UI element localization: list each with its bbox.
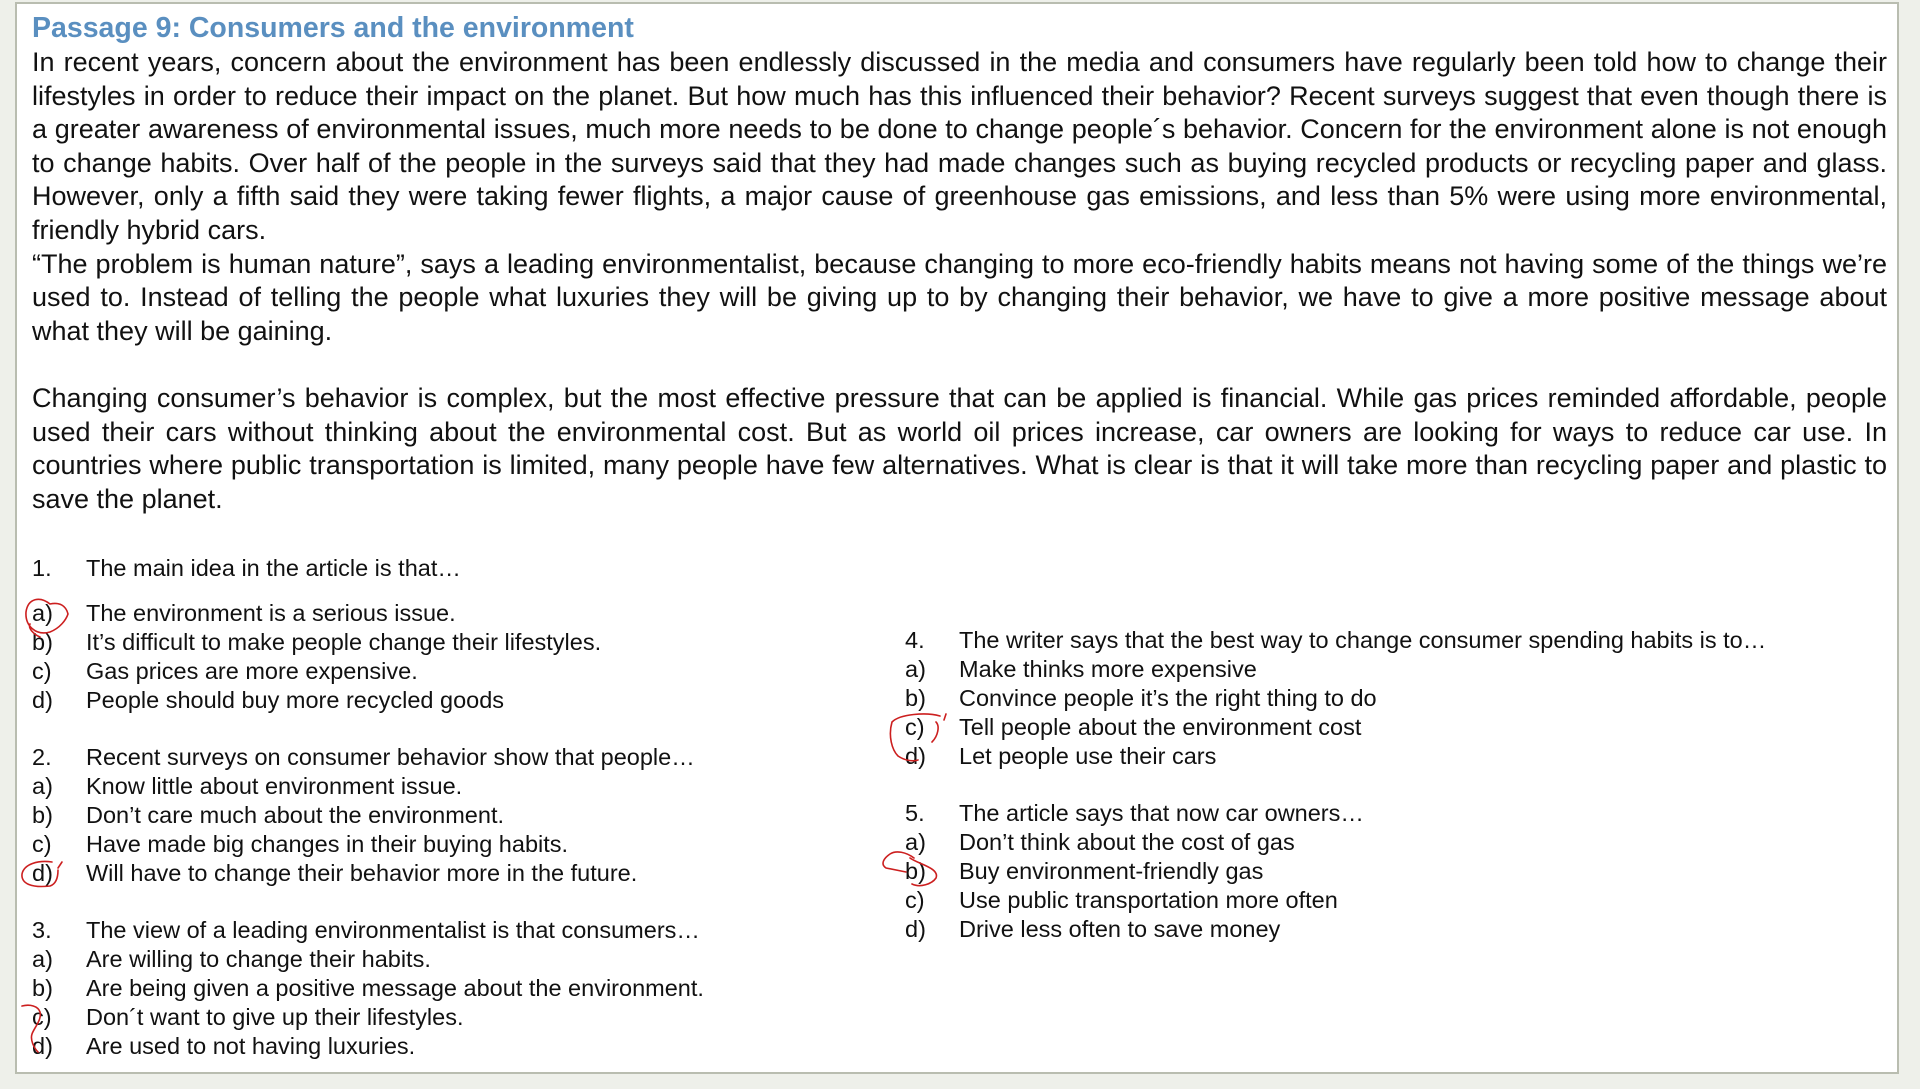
question-text: The writer says that the best way to change consumer spending habits is to… [959,627,1767,653]
option-5d: d) Drive less often to save money [905,916,1281,942]
option-1a: a) The environment is a serious issue. [32,600,456,626]
option-2b: b) Don’t care much about the environment. [32,802,505,828]
question-number: 2. [32,744,52,770]
option-3a: a) Are willing to change their habits. [32,946,431,972]
passage-paragraph-3: Changing consumer’s behavior is complex, but the most effective pressure that can be applied is financial. While gas prices reminded affordable, people used their cars without thinking about the environmental cost. But as world oil prices increase, car owners are looking for ways to reduce car use. In countries where public transportation is limited, many people have few alternatives. What is clear is that it will take more than recycling paper and plastic to save the planet. [32,382,1887,514]
option-1c: c) Gas prices are more expensive. [32,658,418,684]
option-5a: a) Don’t think about the cost of gas [905,829,1295,855]
question-text: Recent surveys on consumer behavior show that people… [86,744,695,770]
question-5 [905,799,1865,944]
option-2a: a) Know little about environment issue. [32,773,463,799]
question-1 [32,554,872,715]
question-2 [32,743,872,888]
option-4b: b) Convince people it’s the right thing to do [905,685,1377,711]
question-text: The view of a leading environmentalist is that consumers… [86,917,700,943]
passage-title: Passage 9: Consumers and the environment [32,12,634,44]
option-1b: b) It’s difficult to make people change their lifestyles. [32,629,602,655]
option-2c: c) Have made big changes in their buying habits. [32,831,569,857]
option-2d: d) Will have to change their behavior more in the future. [32,860,638,886]
questions-right-column [905,626,1865,972]
question-number: 4. [905,627,925,653]
option-3c: c) Don´t want to give up their lifestyles. [32,1004,464,1030]
passage-paragraph-2: “The problem is human nature”, says a leading environmentalist, because changing to more eco-friendly habits means not having some of the things we’re used to. Instead of telling the people what luxuries they will be giving up to by changing their behavior, we have to give a more positive message about what they will be gaining. [32,248,1887,346]
passage-paragraph-1: In recent years, concern about the environment has been endlessly discussed in the media and consumers have regularly been told how to change their lifestyles in order to reduce their impact on the planet. But how much has this influenced their behavior? Recent surveys suggest that even though there is a greater awareness of environmental issues, much more needs to be done to change people´s behavior. Concern for the environment alone is not enough to change habits. Over half of the people in the surveys said that they had made changes such as buying recycled products or recycling paper and glass. However, only a fifth said they were taking fewer flights, a major cause of greenhouse gas emissions, and less than 5% were using more environmental, friendly hybrid cars. [32,47,1887,245]
passage-body [32,46,1887,516]
question-3 [32,916,872,1061]
option-4a: a) Make thinks more expensive [905,656,1257,682]
slide [15,2,1899,1074]
question-text: The main idea in the article is that… [86,555,461,581]
question-number: 1. [32,555,52,581]
option-1d: d) People should buy more recycled goods [32,687,505,713]
question-4 [905,626,1865,771]
question-text: The article says that now car owners… [959,800,1364,826]
question-number: 5. [905,800,925,826]
question-number: 3. [32,917,52,943]
option-4d: d) Let people use their cars [905,743,1217,769]
option-5b: b) Buy environment-friendly gas [905,858,1264,884]
option-4c: c) Tell people about the environment cost [905,714,1362,740]
questions-left-column [32,554,872,1089]
option-5c: c) Use public transportation more often [905,887,1338,913]
option-3b: b) Are being given a positive message about the environment. [32,975,704,1001]
option-3d: d) Are used to not having luxuries. [32,1033,416,1059]
